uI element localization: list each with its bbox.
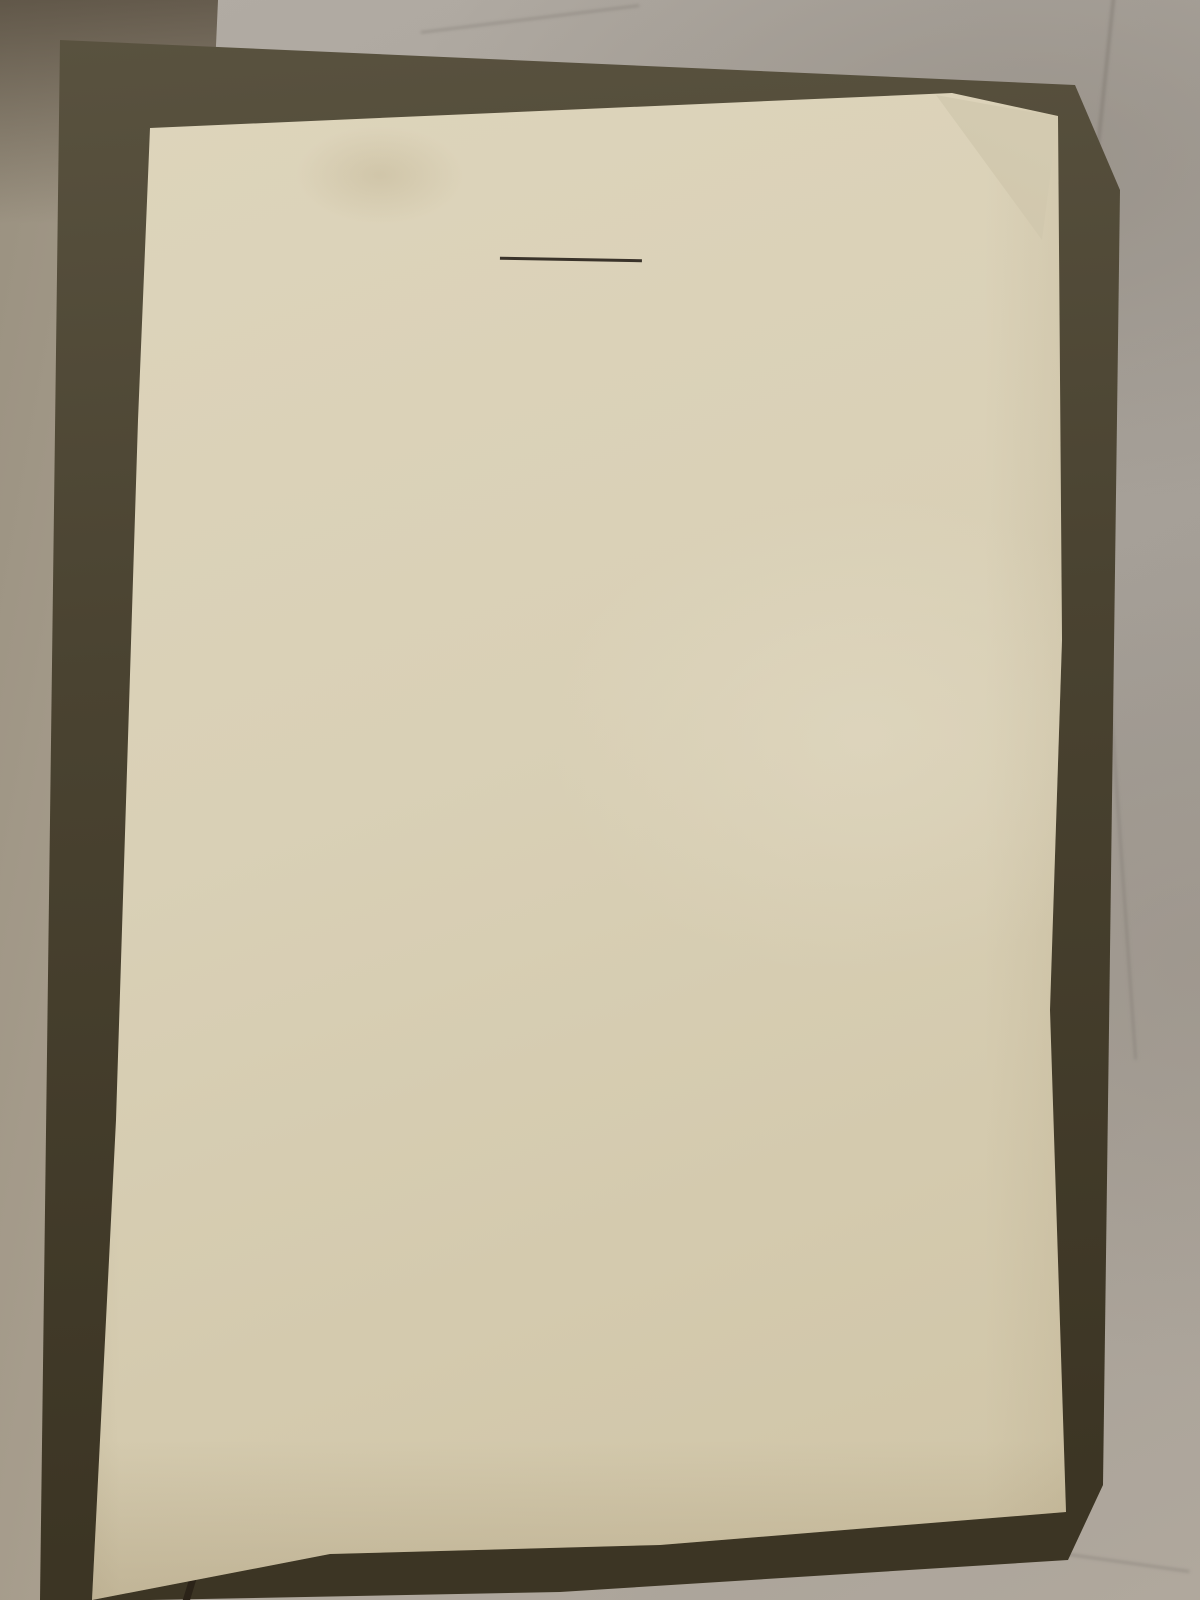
title-rule: [500, 257, 642, 262]
marble-vein: [421, 5, 640, 34]
